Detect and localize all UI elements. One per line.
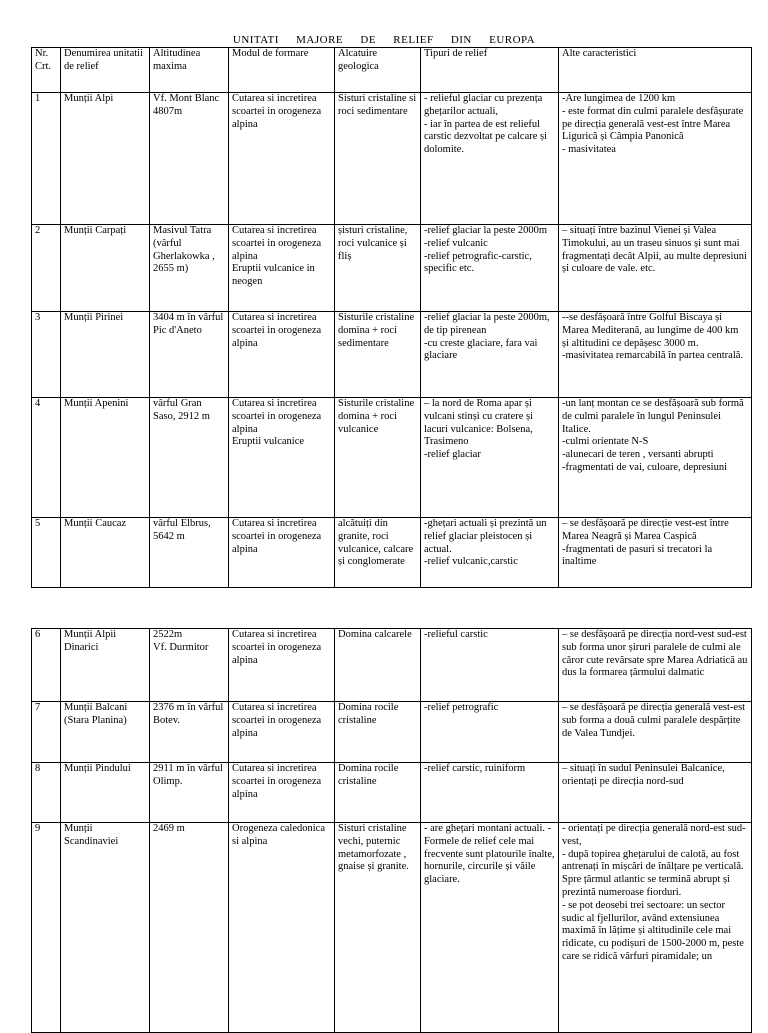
cell-other: -Are lungimea de 1200 km - este format din culmi paralele desfășurate pe direcția generală vest-est între Marea Ligurică și Câmpia Panonică - masivitatea	[559, 93, 752, 225]
table-row	[32, 702, 752, 763]
cell-nr: 1	[32, 93, 61, 225]
cell-formation: Cutarea si incretirea scoartei in orogeneza alpina	[229, 518, 335, 588]
cell-geology: Domina rocile cristaline	[335, 702, 421, 763]
cell-name: Munții Pirinei	[61, 312, 150, 398]
cell-other: – situați între bazinul Vienei și Valea Timokului, au un traseu sinuos și sunt mai fragmentați decât Alpii, au multe depresiuni și culoare de vale. etc.	[559, 225, 752, 312]
cell-other: --se desfășoară între Golful Biscaya și Marea Mediterană, au lungime de 400 km și altitudini ce depășesc 3000 m. -masivitatea remarcabilă în partea centrală.	[559, 312, 752, 398]
cell-name: Munții Alpii Dinarici	[61, 629, 150, 702]
cell-formation: Orogeneza caledonica si alpina	[229, 823, 335, 1033]
cell-relief-types: -relief glaciar la peste 2000m -relief vulcanic -relief petrografic-carstic, specific etc.	[421, 225, 559, 312]
header-geology: Alcatuire geologica	[335, 48, 421, 93]
cell-other: -un lanț montan ce se desfășoară sub formă de culmi paralele în lungul Peninsulei Italice. -culmi orientate N-S -alunecari de teren , versanti abrupti -fragmentati de vai, culoare, depresiuni	[559, 398, 752, 518]
cell-geology: Sisturile cristaline domina + roci sedimentare	[335, 312, 421, 398]
table-row	[32, 398, 752, 518]
cell-nr: 5	[32, 518, 61, 588]
relief-table-part-1	[31, 47, 752, 588]
cell-altitude: vârful Gran Saso, 2912 m	[150, 398, 229, 518]
table-row	[32, 823, 752, 1033]
cell-altitude: 3404 m în vârful Pic d'Aneto	[150, 312, 229, 398]
header-other: Alte caracteristici	[559, 48, 752, 93]
cell-altitude: vârful Elbrus, 5642 m	[150, 518, 229, 588]
table-row	[32, 312, 752, 398]
header-formation: Modul de formare	[229, 48, 335, 93]
cell-geology: Sisturile cristaline domina + roci vulcanice	[335, 398, 421, 518]
cell-formation: Cutarea si incretirea scoartei in orogeneza alpina	[229, 629, 335, 702]
cell-name: Munții Pindului	[61, 763, 150, 823]
cell-geology: alcătuiți din granite, roci vulcanice, calcare și conglomerate	[335, 518, 421, 588]
cell-relief-types: - relieful glaciar cu prezența ghețarilor actuali, - iar în partea de est relieful carstic dezvoltat pe calcare și dolomite.	[421, 93, 559, 225]
header-nr: Nr. Crt.	[32, 48, 61, 93]
document-title: UNITATI MAJORE DE RELIEF DIN EUROPA	[232, 34, 536, 46]
cell-relief-types: -relief carstic, ruiniform	[421, 763, 559, 823]
cell-relief-types: – la nord de Roma apar și vulcani stinși cu cratere și lacuri vulcanice: Bolsena, Trasimeno -relief glaciar	[421, 398, 559, 518]
cell-nr: 9	[32, 823, 61, 1033]
header-name: Denumirea unitatii de relief	[61, 48, 150, 93]
cell-relief-types: -relief glaciar la peste 2000m, de tip pirenean -cu creste glaciare, fara vai glaciare	[421, 312, 559, 398]
cell-formation: Cutarea si incretirea scoartei in orogeneza alpina	[229, 312, 335, 398]
cell-name: Munții Caucaz	[61, 518, 150, 588]
cell-altitude: 2469 m	[150, 823, 229, 1033]
cell-other: – se desfășoară pe direcția nord-vest sud-est sub forma unor șiruri paralele de culmi ale căror cute revărsate spre Marea Adriatică au dus la formarea țărmului dalmatic	[559, 629, 752, 702]
cell-formation: Cutarea si incretirea scoartei in orogeneza alpina	[229, 93, 335, 225]
cell-formation: Cutarea si incretirea scoartei in orogeneza alpina	[229, 702, 335, 763]
cell-formation: Cutarea si incretirea scoartei in orogeneza alpina Eruptii vulcanice	[229, 398, 335, 518]
cell-formation: Cutarea si incretirea scoartei in orogeneza alpina Eruptii vulcanice in neogen	[229, 225, 335, 312]
cell-altitude: 2376 m în vârful Botev.	[150, 702, 229, 763]
cell-other: – se desfășoară pe direcție vest-est între Marea Neagră și Marea Caspică -fragmentati de pasuri si trecatori la inaltime	[559, 518, 752, 588]
cell-nr: 3	[32, 312, 61, 398]
cell-nr: 8	[32, 763, 61, 823]
cell-geology: Sisturi cristaline vechi, puternic metamorfozate , gnaise și granite.	[335, 823, 421, 1033]
relief-table-part-2	[31, 628, 752, 1033]
cell-altitude: 2911 m în vârful Olimp.	[150, 763, 229, 823]
cell-relief-types: -relief petrografic	[421, 702, 559, 763]
cell-name: Munții Balcani (Stara Planina)	[61, 702, 150, 763]
cell-geology: șisturi cristaline, roci vulcanice și fliș	[335, 225, 421, 312]
cell-relief-types: -ghețari actuali și prezintă un relief glaciar pleistocen și actual. -relief vulcanic,carstic	[421, 518, 559, 588]
table-row	[32, 93, 752, 225]
cell-relief-types: - are ghețari montani actuali. -Formele de relief cele mai frecvente sunt platourile înalte, hornurile, circurile și văile glaciare.	[421, 823, 559, 1033]
cell-geology: Sisturi cristaline si roci sedimentare	[335, 93, 421, 225]
table-row	[32, 763, 752, 823]
cell-name: Munții Scandinaviei	[61, 823, 150, 1033]
cell-altitude: Masivul Tatra (vârful Gherlakowka , 2655 m)	[150, 225, 229, 312]
cell-formation: Cutarea si incretirea scoartei in orogeneza alpina	[229, 763, 335, 823]
cell-name: Munții Carpați	[61, 225, 150, 312]
cell-name: Munții Apenini	[61, 398, 150, 518]
header-relief-types: Tipuri de relief	[421, 48, 559, 93]
cell-other: – situați în sudul Peninsulei Balcanice, orientați pe direcția nord-sud	[559, 763, 752, 823]
cell-altitude: Vf. Mont Blanc 4807m	[150, 93, 229, 225]
table-header-row	[32, 48, 752, 93]
cell-nr: 7	[32, 702, 61, 763]
cell-geology: Domina rocile cristaline	[335, 763, 421, 823]
table-row	[32, 629, 752, 702]
table-row	[32, 518, 752, 588]
cell-altitude: 2522m Vf. Durmitor	[150, 629, 229, 702]
header-altitude: Altitudinea maxima	[150, 48, 229, 93]
cell-nr: 4	[32, 398, 61, 518]
cell-other: – se desfășoară pe direcția generală vest-est sub forma a două culmi paralele despărțite de Valea Tundjei.	[559, 702, 752, 763]
cell-nr: 2	[32, 225, 61, 312]
cell-nr: 6	[32, 629, 61, 702]
cell-name: Munții Alpi	[61, 93, 150, 225]
cell-relief-types: -relieful carstic	[421, 629, 559, 702]
table-row	[32, 225, 752, 312]
cell-geology: Domina calcarele	[335, 629, 421, 702]
cell-other: - orientați pe direcția generală nord-est sud-vest, - după topirea ghețarului de calotă, au fost antrenați în mișcări de înălțare pe verticală. Spre țărmul atlantic se termină abrupt și prezintă numeroase fiorduri. - se pot deosebi trei sectoare: un sector sudic al fjellurilor, având extensiunea maximă în lățime și altitudinile cele mai ridicate, cu podișuri de 1500-2000 m, peste care se ridică vârfuri piramidale; un	[559, 823, 752, 1033]
